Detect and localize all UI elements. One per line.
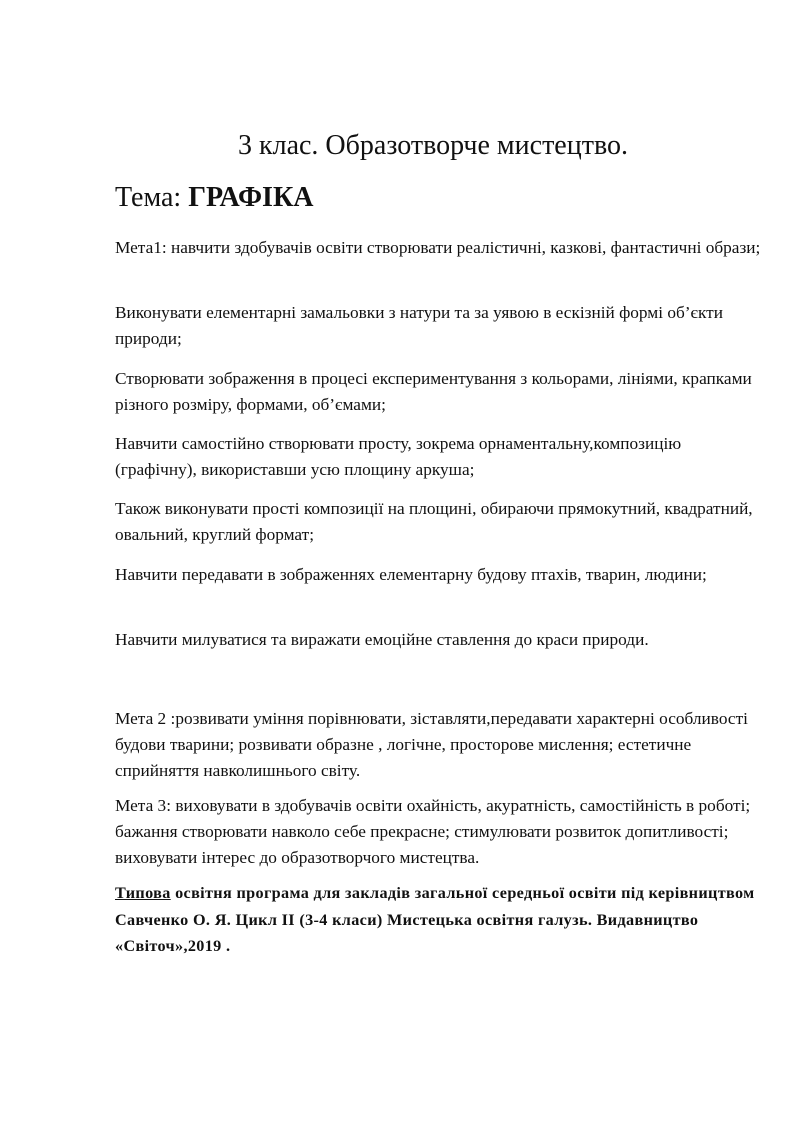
composition-paragraph: Навчити самостійно створювати просту, зокрема орнаментальну,композицію (графічну), використавши усю площину аркуша; (115, 434, 682, 479)
goal-1-paragraph: Мета1: навчити здобувачів освіти створювати реалістичні, казкові, фантастичні образи; (115, 238, 761, 257)
sketch-paragraph: Виконувати елементарні замальовки з натури та за уявою в ескізній формі об’єкти природи; (115, 303, 723, 348)
structure-paragraph: Навчити передавати в зображеннях елементарну будову птахів, тварин, людини; (115, 565, 707, 584)
goal-3-paragraph: Мета 3: виховувати в здобувачів освіти охайність, акуратність, самостійність в роботі; бажання створювати навколо себе прекрасне; стимулювати розвиток допитливості; виховувати інтерес до образотворчого мистецтва. (115, 796, 751, 867)
topic-heading (115, 180, 313, 216)
page-title: 3 клас. Образотворче мистецтво. (238, 130, 628, 161)
topic-prefix: Тема: (115, 182, 189, 213)
goal-2-paragraph: Мета 2 :розвивати уміння порівнювати, зіставляти,передавати характерні особливості будови тварини; розвивати образне , логічне, просторове мислення; естетичне сприйняття навколишнього світу. (115, 709, 748, 780)
nature-paragraph: Навчити милуватися та виражати емоційне ставлення до краси природи. (115, 630, 649, 649)
source-underlined-word: Типова (115, 884, 171, 902)
source-text: освітня програма для закладів загальної середньої освіти під керівництвом Савченко О. Я. Цикл ІІ (3-4 класи) Мистецька освітня галузь. Видавництво «Світоч»,2019 . (115, 884, 755, 955)
formats-paragraph: Також виконувати прості композиції на площині, обираючи прямокутний, квадратний, овальний, круглий формат; (115, 499, 753, 544)
experiment-paragraph: Створювати зображення в процесі експериментування з кольорами, лініями, крапками різного розміру, формами, об’ємами; (115, 369, 752, 414)
program-source (115, 880, 765, 960)
topic-name: ГРАФІКА (188, 182, 314, 213)
